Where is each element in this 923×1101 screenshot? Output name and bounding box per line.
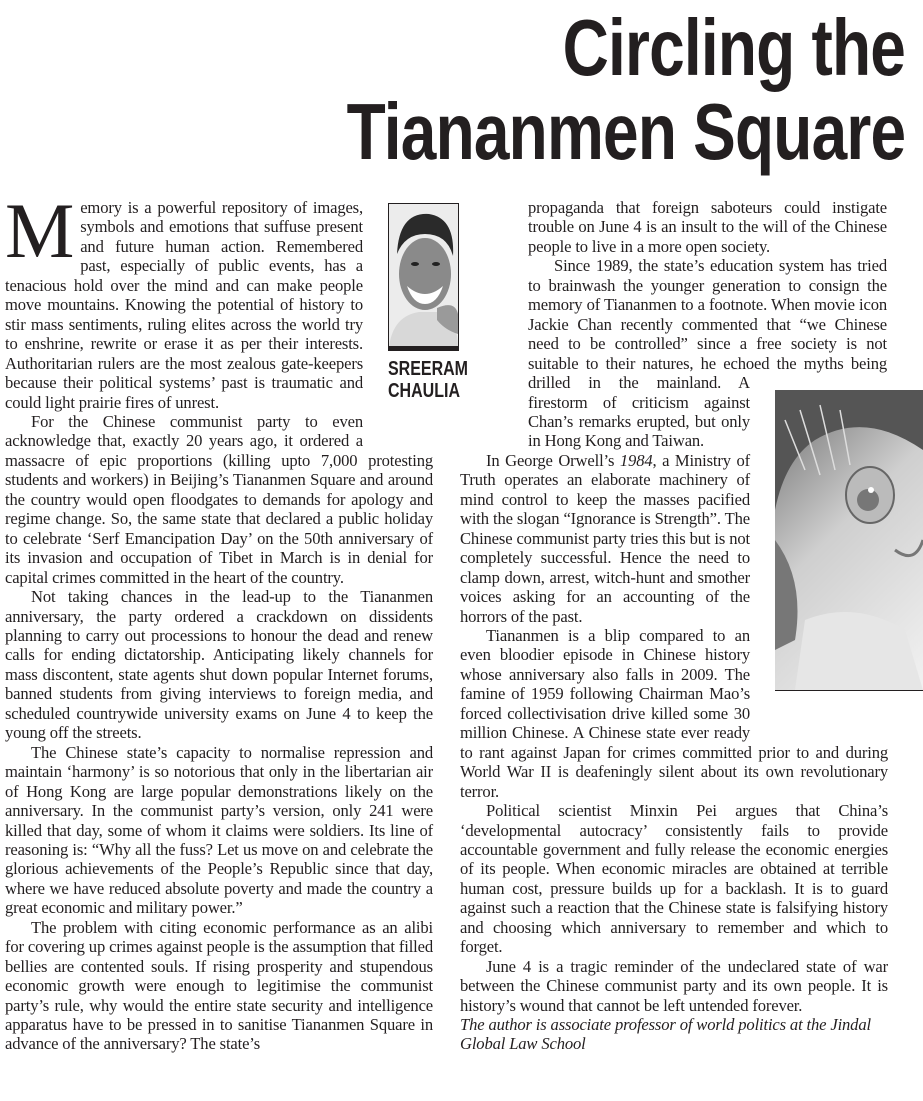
article-paragraph: Not taking chances in the lead-up to the Tiananmen anniversary, the party ordered a crackdown on dissidents planning to carry out processions to honour the dead and renew calls for ending dictatorship. Anticipating likely channels for mass discontent, state agents shut down popular Internet forums, banned students from giving interviews to foreign media, and scheduled countrywide university exams on June 4 to keep the young off the streets.	[5, 587, 433, 743]
article-paragraph: Memory is a powerful repository of images, symbols and emotions that suffuse present and future human action. Remembered past, especially of public events, has a tenacious hold over the mind and can make people move mountains. Knowing the potential of history to stir mass sentiments, ruling elites across the world try to enshrine, rewrite or erase it as per their interests. Authoritarian rulers are the most zealous gate-keepers because their political systems’ past is traumatic and could light prairie fires of unrest.	[5, 187, 363, 412]
article-paragraph: In George Orwell’s 1984, a Ministry of Truth operates an elaborate machinery of mind control to keep the masses pacified with the slogan “Ignorance is Strength”. The Chinese communist party tries this but is not completely successful. Hence the need to clamp down, arrest, witch-hunt and smother voices asking for an accounting of the horrors of the past.	[460, 450, 750, 626]
article-paragraph: Political scientist Minxin Pei argues that China’s ‘developmental autocracy’ consistently fails to provide accountable government and fully release the economic energies of its people. When economic miracles are obtained at terrible human cost, pressure builds up for a backlash. It is to guard against such a reaction that the Chinese state is falsifying history and choosing which anniversary to remember and which to forget.	[460, 801, 888, 957]
author-first-name: SREERAM	[388, 358, 469, 380]
author-credit: The author is associate professor of world politics at the Jindal Global Law School	[460, 1015, 871, 1054]
article-paragraph: The problem with citing economic performance as an alibi for covering up crimes against people is the assumption that filled bellies are contented souls. If rising prosperity and stupendous economic growth were enough to legitimise the communist party’s rule, why would the entire state security and intelligence apparatus have to be pressed in to sanitise Tiananmen Square in advance of the anniversary? The state’s	[5, 917, 433, 1054]
article-paragraph: For the Chinese communist party to even acknowledge that, exactly 20 years ago, it ordered a massacre of epic proportions (killing upto 7,000 protesting students and workers) in Beijing’s Tiananmen Square and around the country would open floodgates to demands for apology and regime change. So, the same state that declared a public holiday to celebrate ‘Serf Emancipation Day’ on the 50th anniversary of its invasion and occupation of Tibet in March is in denial for capital crimes committed in the heart of the country.	[5, 411, 433, 587]
author-last-name: CHAULIA	[388, 380, 460, 402]
article-column-left	[5, 187, 433, 1054]
article-paragraph: Since 1989, the state’s education system has tried to brainwash the younger generation to consign the memory of Tiananmen to a footnote. When movie icon Jackie Chan recently commented that “we Chinese need to be controlled” since a free society is not suitable to their natures, he echoed the myths being drilled in the mainland. A firestorm of criticism against Chan’s remarks erupted, but only in Hong Kong and Taiwan.	[528, 256, 887, 451]
headline-line-1: Circling the	[562, 3, 905, 92]
article-column-right	[460, 198, 888, 1054]
article-paragraph: The Chinese state’s capacity to normalise repression and maintain ‘harmony’ is so notorious that only in the libertarian air of Hong Kong are large popular demonstrations likely on the anniversary. In the communist party’s version, only 241 were killed that day, some of whom it claims were soldiers. Its line of reasoning is: “Why all the fuss? Let us move on and celebrate the glorious achievements of the People’s Republic since that day, where we have reduced absolute poverty and made the country a great economic and military power.”	[5, 742, 433, 918]
drop-cap: M	[5, 187, 75, 274]
article-paragraph: propaganda that foreign saboteurs could instigate trouble on June 4 is an insult to the will of the Chinese people to live in a more open society.	[528, 198, 887, 256]
headline-line-2: Tiananmen Square	[346, 87, 905, 176]
book-title: 1984	[619, 450, 653, 470]
article-paragraph: June 4 is a tragic reminder of the undeclared state of war between the Chinese communist party and its own people. It is history’s wound that cannot be left untended forever.	[460, 956, 888, 1015]
article-paragraph: Tiananmen is a blip compared to an even bloodier episode in Chinese history whose anniversary also falls in 2009. The famine of 1959 following Chairman Mao’s forced collectivisation drive killed some 30 million Chinese. A Chinese state ever ready to rant against Japan for crimes committed prior to and during World War II is deafeningly silent about its own revolutionary terror.	[460, 625, 888, 801]
